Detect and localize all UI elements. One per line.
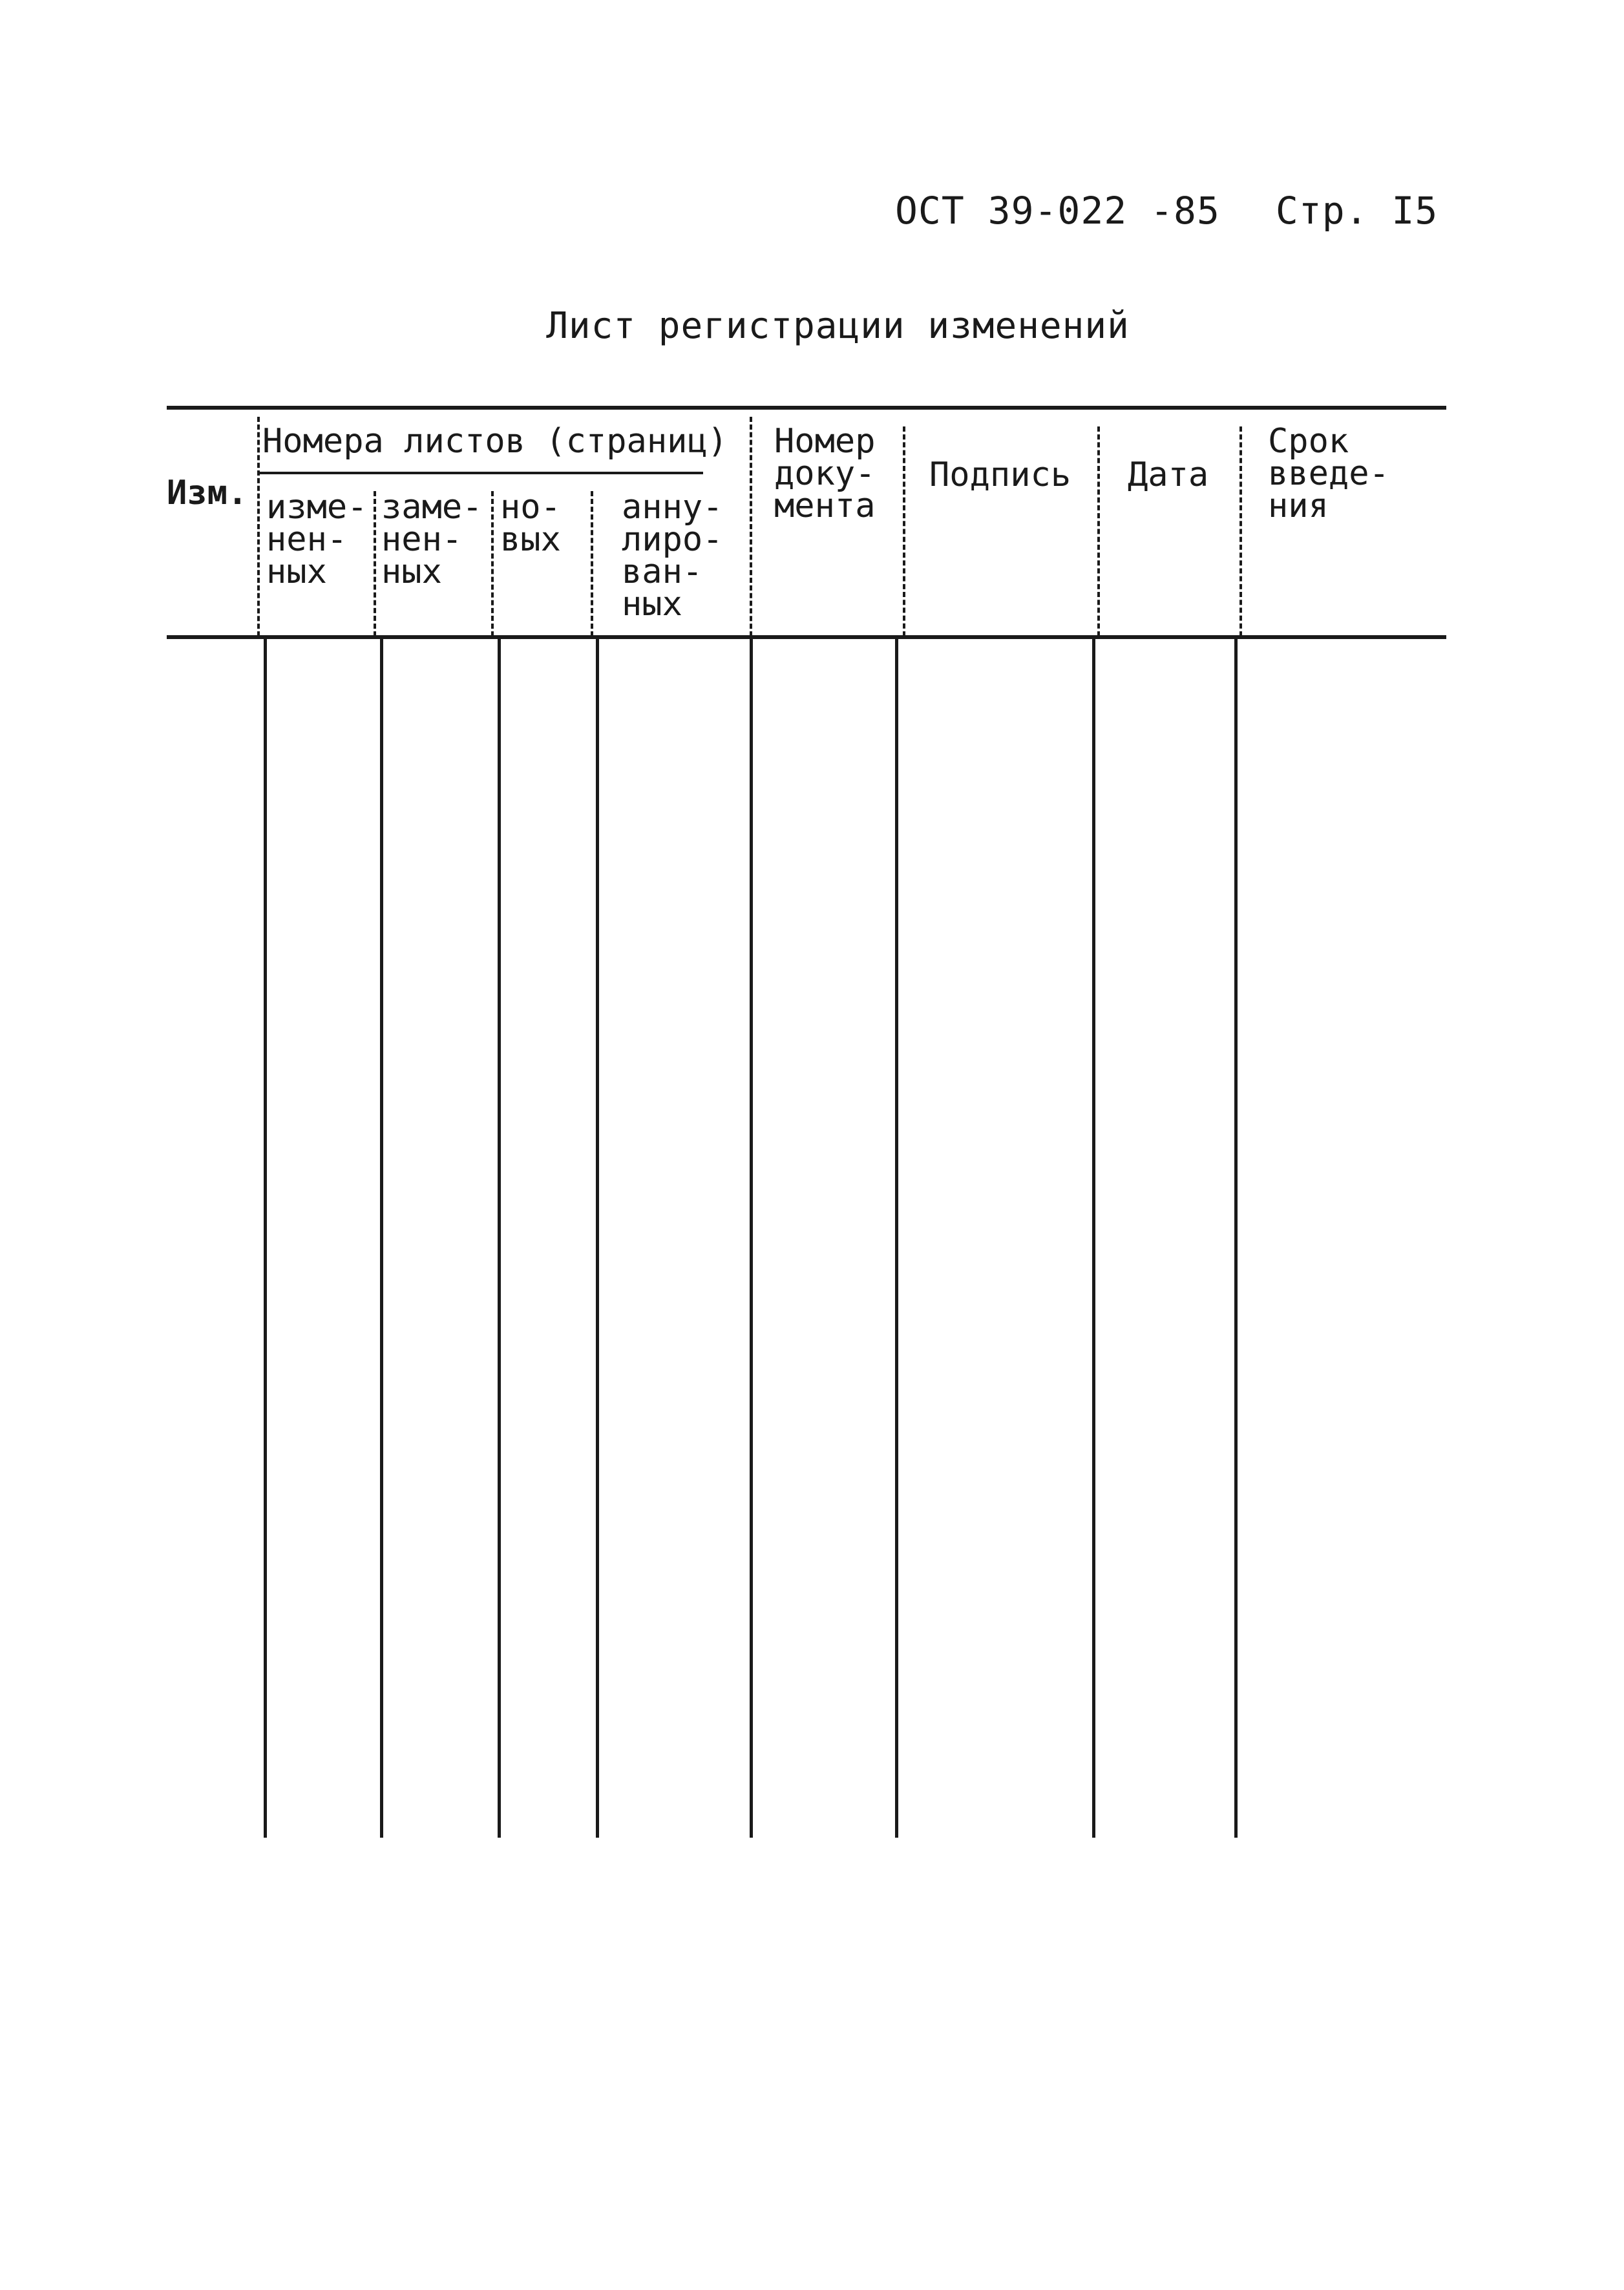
header-novyh: но- вых bbox=[500, 488, 561, 559]
header-data: Дата bbox=[1128, 456, 1209, 494]
page-number: Стр. I5 bbox=[1275, 189, 1439, 233]
header-annulirovannyh: анну- лиро- ван- ных bbox=[622, 488, 723, 624]
column-line-2 bbox=[380, 637, 383, 1838]
header-separator-1 bbox=[257, 417, 260, 636]
column-line-6 bbox=[895, 637, 898, 1838]
header-podpis: Подпись bbox=[929, 456, 1071, 494]
table-header-bottom-rule bbox=[167, 635, 1446, 639]
column-line-4 bbox=[596, 637, 599, 1838]
header-separator-6 bbox=[903, 426, 905, 636]
header-page-numbers-group: Номера листов (страниц) bbox=[262, 422, 728, 461]
header-separator-7 bbox=[1097, 426, 1100, 636]
page-title: Лист регистрации изменений bbox=[546, 305, 1130, 347]
group-header-underline bbox=[258, 472, 703, 474]
header-separator-2 bbox=[374, 491, 376, 636]
document-code: ОСТ 39-022 -85 bbox=[895, 189, 1220, 233]
column-line-8 bbox=[1234, 637, 1238, 1838]
column-line-5 bbox=[750, 637, 753, 1838]
header-izmenennyh: изме- нен- ных bbox=[266, 488, 368, 591]
header-separator-4 bbox=[591, 491, 593, 636]
header-srok-vvedeniya: Срок введе- ния bbox=[1268, 422, 1389, 525]
column-line-7 bbox=[1092, 637, 1095, 1838]
header-nomer-dokumenta: Номер доку- мента bbox=[774, 422, 876, 525]
header-separator-5 bbox=[750, 417, 752, 636]
column-line-1 bbox=[264, 637, 267, 1838]
page-header bbox=[895, 189, 1438, 233]
header-zamenennyh: заме- нен- ных bbox=[381, 488, 483, 591]
header-separator-3 bbox=[491, 491, 494, 636]
header-izm: Изм. bbox=[167, 474, 248, 512]
column-line-3 bbox=[498, 637, 501, 1838]
header-separator-8 bbox=[1239, 426, 1242, 636]
table-top-rule bbox=[167, 406, 1446, 410]
